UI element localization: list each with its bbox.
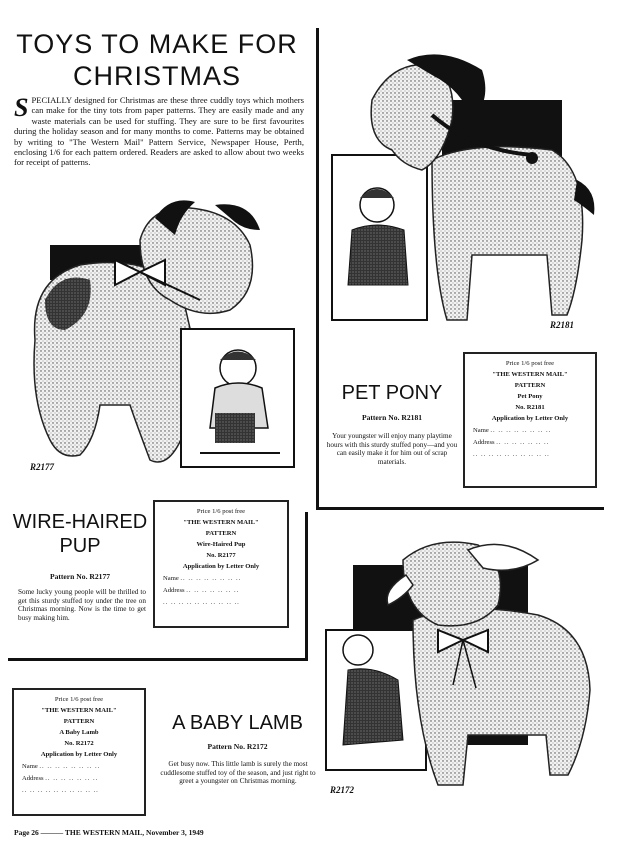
coupon-name-field[interactable]: Name .. .. .. .. .. .. .. .. bbox=[22, 763, 101, 770]
pony-heading: PET PONY bbox=[341, 382, 443, 404]
lamb-coupon bbox=[12, 688, 146, 816]
lamb-heading: A BABY LAMB bbox=[172, 712, 303, 734]
coupon-number: No. R2172 bbox=[64, 740, 94, 747]
coupon-extra-line[interactable]: .. .. .. .. .. .. .. .. .. .. bbox=[163, 599, 240, 606]
coupon-number: No. R2177 bbox=[206, 552, 236, 559]
coupon-kind: PATTERN bbox=[63, 718, 95, 725]
pup-pattern-number: Pattern No. R2177 bbox=[49, 572, 111, 581]
page-title bbox=[12, 28, 302, 92]
lamb-pattern-code: R2172 bbox=[330, 785, 355, 795]
intro-text: PECIALLY designed for Christmas are these three cuddly toys which mothers can make for the tiny tots from paper patterns. They are easily made and any waste materials can be used for stuffing. They are sure to be first favourites during the holiday season and for many months to come. Patterns may be obtained by writing to "The Western Mail" Pattern Service, Newspaper House, Perth, enclosing 1/6 for each pattern ordered. Readers are asked to allow about two weeks for receipt of patterns. bbox=[14, 95, 304, 168]
pup-coupon bbox=[153, 500, 289, 628]
coupon-name-field[interactable]: Name .. .. .. .. .. .. .. .. bbox=[163, 575, 242, 582]
pony-blurb: Your youngster will enjoy many playtime hours with this sturdy stuffed pony—and you can easily make it for him out of scrap materials. bbox=[326, 432, 458, 466]
coupon-item: Wire-Haired Pup bbox=[196, 541, 246, 548]
coupon-price: Price 1/6 post free bbox=[196, 508, 246, 515]
pup-section-bottom-rule bbox=[8, 658, 308, 661]
pup-heading bbox=[10, 510, 150, 558]
coupon-extra-line[interactable]: .. .. .. .. .. .. .. .. .. .. bbox=[22, 787, 99, 794]
pony-section-bottom-rule bbox=[316, 507, 604, 510]
coupon-price: Price 1/6 post free bbox=[505, 360, 555, 367]
pup-child-inset bbox=[180, 328, 295, 468]
title-line-2: CHRISTMAS bbox=[72, 61, 241, 91]
lamb-pattern-number: Pattern No. R2172 bbox=[207, 742, 268, 751]
coupon-paper: "THE WESTERN MAIL" bbox=[492, 371, 568, 378]
coupon-address-field[interactable]: Address .. .. .. .. .. .. .. bbox=[473, 439, 550, 446]
pup-pattern-code: R2177 bbox=[30, 462, 55, 472]
pony-coupon bbox=[463, 352, 597, 488]
coupon-paper: "THE WESTERN MAIL" bbox=[183, 519, 259, 526]
coupon-item: A Baby Lamb bbox=[59, 729, 99, 736]
coupon-paper: "THE WESTERN MAIL" bbox=[41, 707, 117, 714]
coupon-kind: PATTERN bbox=[205, 530, 237, 537]
coupon-application-note: Application by Letter Only bbox=[40, 751, 118, 758]
title-line-1: TOYS TO MAKE FOR bbox=[16, 29, 298, 59]
pup-heading-line-1: WIRE-HAIRED bbox=[12, 511, 148, 533]
pup-blurb: Some lucky young people will be thrilled to get this sturdy stuffed toy under the tree on Christmas morning. Now is the time to get busy making him. bbox=[18, 588, 146, 622]
intro-dropcap: S bbox=[14, 93, 29, 122]
coupon-extra-line[interactable]: .. .. .. .. .. .. .. .. .. .. bbox=[473, 451, 550, 458]
coupon-number: No. R2181 bbox=[515, 404, 545, 411]
coupon-application-note: Application by Letter Only bbox=[182, 563, 260, 570]
pup-heading-line-2: PUP bbox=[59, 535, 101, 557]
pup-section-right-rule bbox=[305, 512, 308, 661]
pony-pattern-number: Pattern No. R2181 bbox=[361, 413, 423, 422]
pony-illustration bbox=[322, 40, 607, 340]
page-footer: Page 26 ——— THE WESTERN MAIL, November 3, 1949 bbox=[14, 828, 204, 837]
coupon-price: Price 1/6 post free bbox=[54, 696, 104, 703]
lamb-blurb: Get busy now. This little lamb is surely the most cuddlesome stuffed toy of the season, and just right to greet a youngster on Christmas morning. bbox=[160, 760, 316, 786]
intro-paragraph bbox=[14, 95, 304, 168]
coupon-name-field[interactable]: Name .. .. .. .. .. .. .. .. bbox=[473, 427, 552, 434]
coupon-application-note: Application by Letter Only bbox=[491, 415, 569, 422]
pony-body bbox=[432, 147, 583, 320]
column-rule-vertical bbox=[316, 28, 319, 510]
coupon-item: Pet Pony bbox=[517, 393, 543, 400]
coupon-address-field[interactable]: Address .. .. .. .. .. .. .. bbox=[163, 587, 240, 594]
coupon-address-field[interactable]: Address .. .. .. .. .. .. .. bbox=[22, 775, 99, 782]
coupon-kind: PATTERN bbox=[514, 382, 546, 389]
pony-pattern-code: R2181 bbox=[550, 320, 575, 330]
lamb-illustration bbox=[318, 520, 608, 810]
